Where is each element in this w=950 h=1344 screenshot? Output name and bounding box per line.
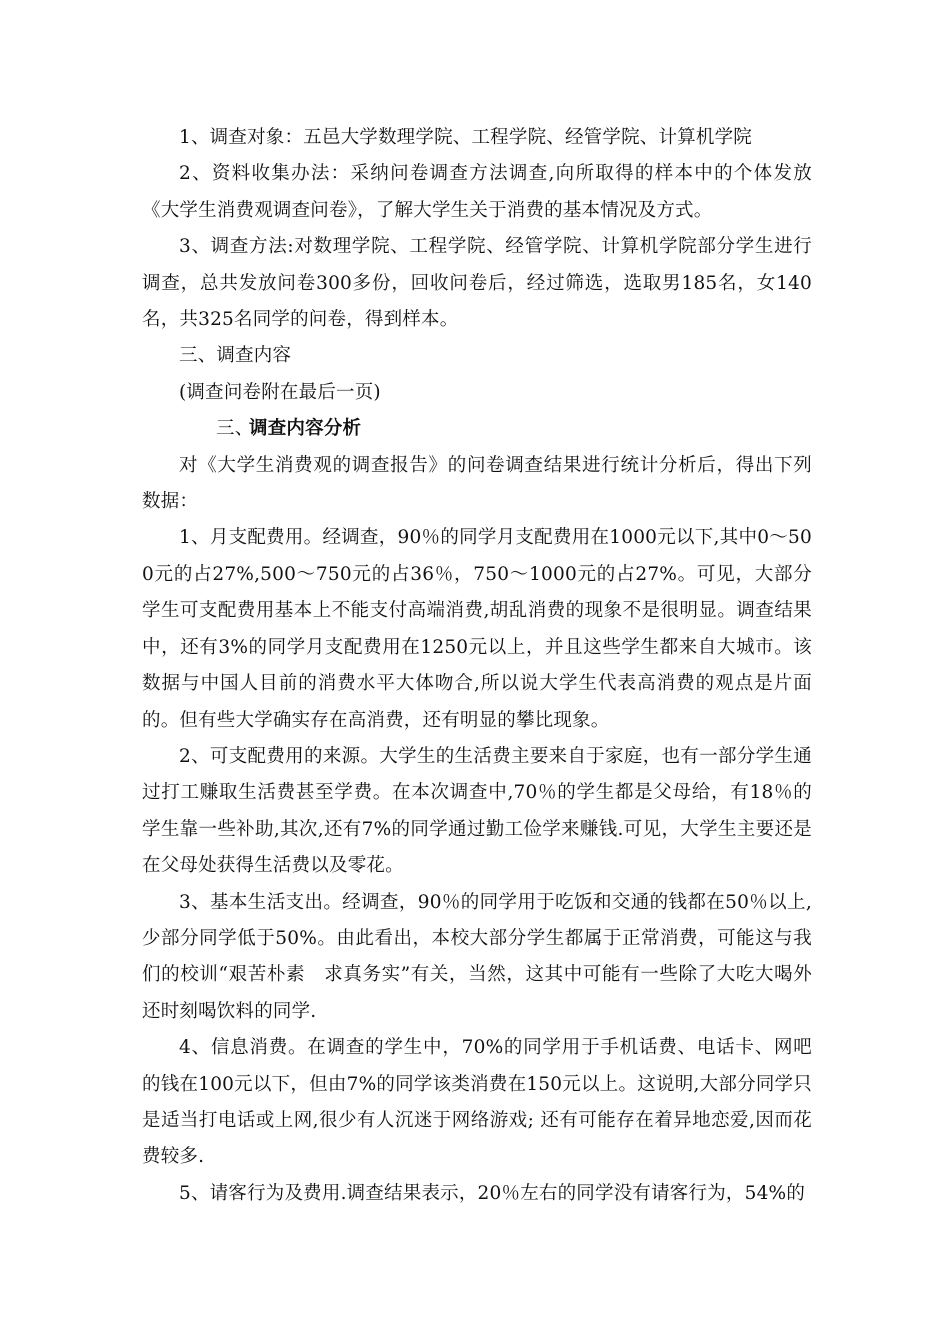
paragraph-basic-expenses: 3、基本生活支出。经调查，90％的同学用于吃饭和交通的钱都在50％以上,少部分同学低于50%。由此看出，本校大部分学生都属于正常消费，可能这与我们的校训“艰苦朴素 求真务实”有关，当然，这其中可能有一些除了大吃大喝外还时刻喝饮料的同学. [142,891,812,1022]
paragraph-survey-method: 3、调查方法:对数理学院、工程学院、经管学院、计算机学院部分学生进行调查，总共发放问卷300多份，回收问卷后，经过筛选，选取男185名，女140名，共325名同学的问卷，得到样本。 [142,236,812,331]
section-heading-number: 三、 [216,418,254,440]
paragraph-income-source: 2、可支配费用的来源。大学生的生活费主要来自于家庭，也有一部分学生通过打工赚取生活费甚至学费。在本次调查中,70％的学生都是父母给，有18％的学生靠一些补助,其次,还有7%的同学通过勤工俭学来赚钱.可见，大学生主要还是在父母处获得生活费以及零花。 [142,745,812,877]
paragraph-information-spending: 4、信息消费。在调查的学生中，70%的同学用于手机话费、电话卡、网吧的钱在100元以下，但由7%的同学该类消费在150元以上。这说明,大部分同学只是适当打电话或上网,很少有人沉迷于网络游戏; 还有可能存在着异地恋爱,因而花费较多. [142,1037,812,1168]
paragraph-survey-subjects: 1、调查对象：五邑大学数理学院、工程学院、经管学院、计算机学院 [179,127,752,148]
paragraph-monthly-spending: 1、月支配费用。经调查，90％的同学月支配费用在1000元以下,其中0～500元的占27%,500～750元的占36％，750～1000元的占27%。可见，大部分学生可支配费用基本上不能支付高端消费,胡乱消费的现象不是很明显。调查结果中，还有3%的同学月支配费用在1250元以上，并且这些学生都来自大城市。该数据与中国人目前的消费水平大体吻合,所以说大学生代表高消费的观点是片面的。但有些大学确实存在高消费，还有明显的攀比现象。 [142,527,812,731]
section-heading-title: 调查内容分析 [249,418,362,440]
paragraph-questionnaire-note: (调查问卷附在最后一页) [179,381,381,403]
section-heading [142,411,812,447]
paragraph-survey-content-heading: 三、调查内容 [179,345,292,367]
paragraph-data-collection: 2、资料收集办法：采纳问卷调查方法调查,向所取得的样本中的个体发放《大学生消费观调查问卷》，了解大学生关于消费的基本情况及方式。 [142,163,812,221]
paragraph-treating-behavior: 5、请客行为及费用.调查结果表示，20％左右的同学没有请客行为，54%的 [179,1182,806,1204]
document-body [142,120,812,1212]
paragraph-analysis-intro: 对《大学生消费观的调查报告》的问卷调查结果进行统计分析后，得出下列数据： [142,454,812,513]
